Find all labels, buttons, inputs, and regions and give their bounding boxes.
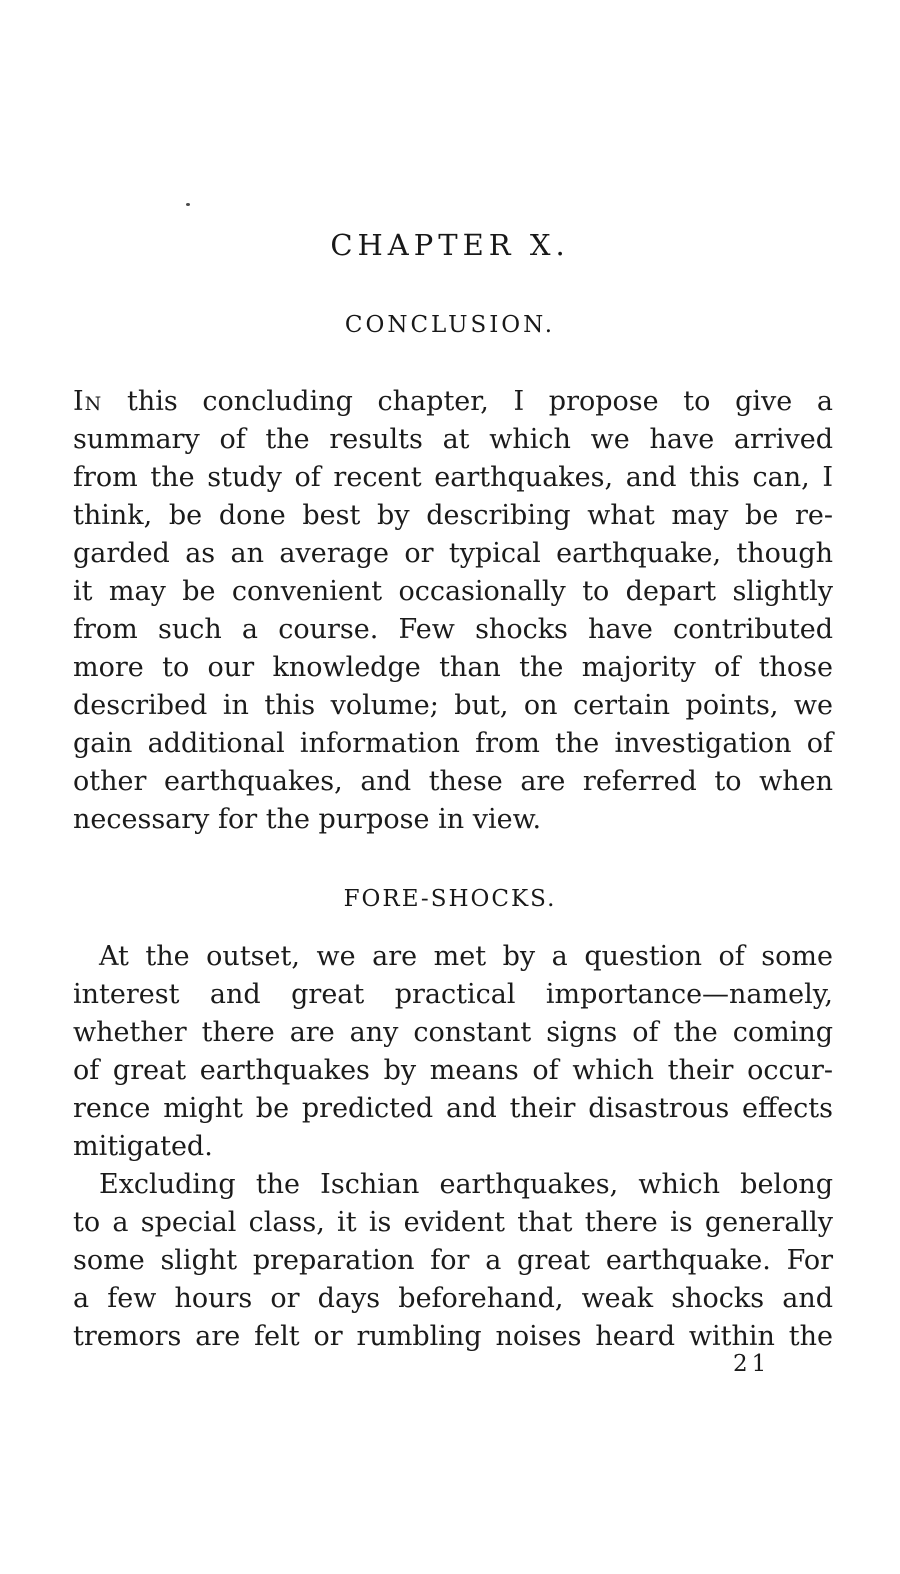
lead-in-smallcaps: In bbox=[73, 386, 103, 417]
section-heading: CONCLUSION. bbox=[344, 312, 556, 338]
text-line: other earthquakes, and these are referred to when bbox=[73, 766, 833, 797]
paragraphs-fore-shocks bbox=[73, 938, 833, 1356]
text-line: more to our knowledge than the majority of those bbox=[73, 652, 833, 683]
page-number: 21 bbox=[733, 1351, 771, 1377]
text-line: garded as an average or typical earthquake, though bbox=[73, 538, 833, 569]
text-line bbox=[73, 383, 833, 421]
text-line: a few hours or days beforehand, weak shocks and bbox=[73, 1283, 833, 1314]
text-line: gain additional information from the investigation of bbox=[73, 728, 833, 759]
text-line: some slight preparation for a great earthquake. For bbox=[73, 1245, 833, 1276]
text-line: tremors are felt or rumbling noises heard within the bbox=[73, 1321, 833, 1352]
subsection-heading-fore-shocks: FORE-SHOCKS. bbox=[343, 886, 557, 912]
text-line: think, be done best by describing what may be re- bbox=[73, 500, 833, 531]
text-line: of great earthquakes by means of which their occur- bbox=[73, 1055, 833, 1086]
chapter-heading: CHAPTER X. bbox=[330, 228, 570, 262]
scan-speck-artifact bbox=[186, 203, 190, 206]
text-line: mitigated. bbox=[73, 1131, 213, 1162]
text-line-rest: this concluding chapter, I propose to give a bbox=[102, 386, 833, 417]
text-line: interest and great practical importance—namely, bbox=[73, 979, 833, 1010]
paragraph-introduction bbox=[73, 383, 833, 839]
text-line: it may be convenient occasionally to depart slightly bbox=[73, 576, 833, 607]
text-line: At the outset, we are met by a question of some bbox=[99, 941, 833, 972]
text-line: described in this volume; but, on certain points, we bbox=[73, 690, 833, 721]
text-line: from such a course. Few shocks have contributed bbox=[73, 614, 833, 645]
text-line: summary of the results at which we have arrived bbox=[73, 424, 833, 455]
text-line: to a special class, it is evident that there is generally bbox=[73, 1207, 833, 1238]
text-line: necessary for the purpose in view. bbox=[73, 804, 542, 835]
text-line: rence might be predicted and their disastrous effects bbox=[73, 1093, 833, 1124]
text-line: from the study of recent earthquakes, and this can, I bbox=[73, 462, 833, 493]
text-line: whether there are any constant signs of the coming bbox=[73, 1017, 833, 1048]
text-line: Excluding the Ischian earthquakes, which belong bbox=[99, 1169, 833, 1200]
